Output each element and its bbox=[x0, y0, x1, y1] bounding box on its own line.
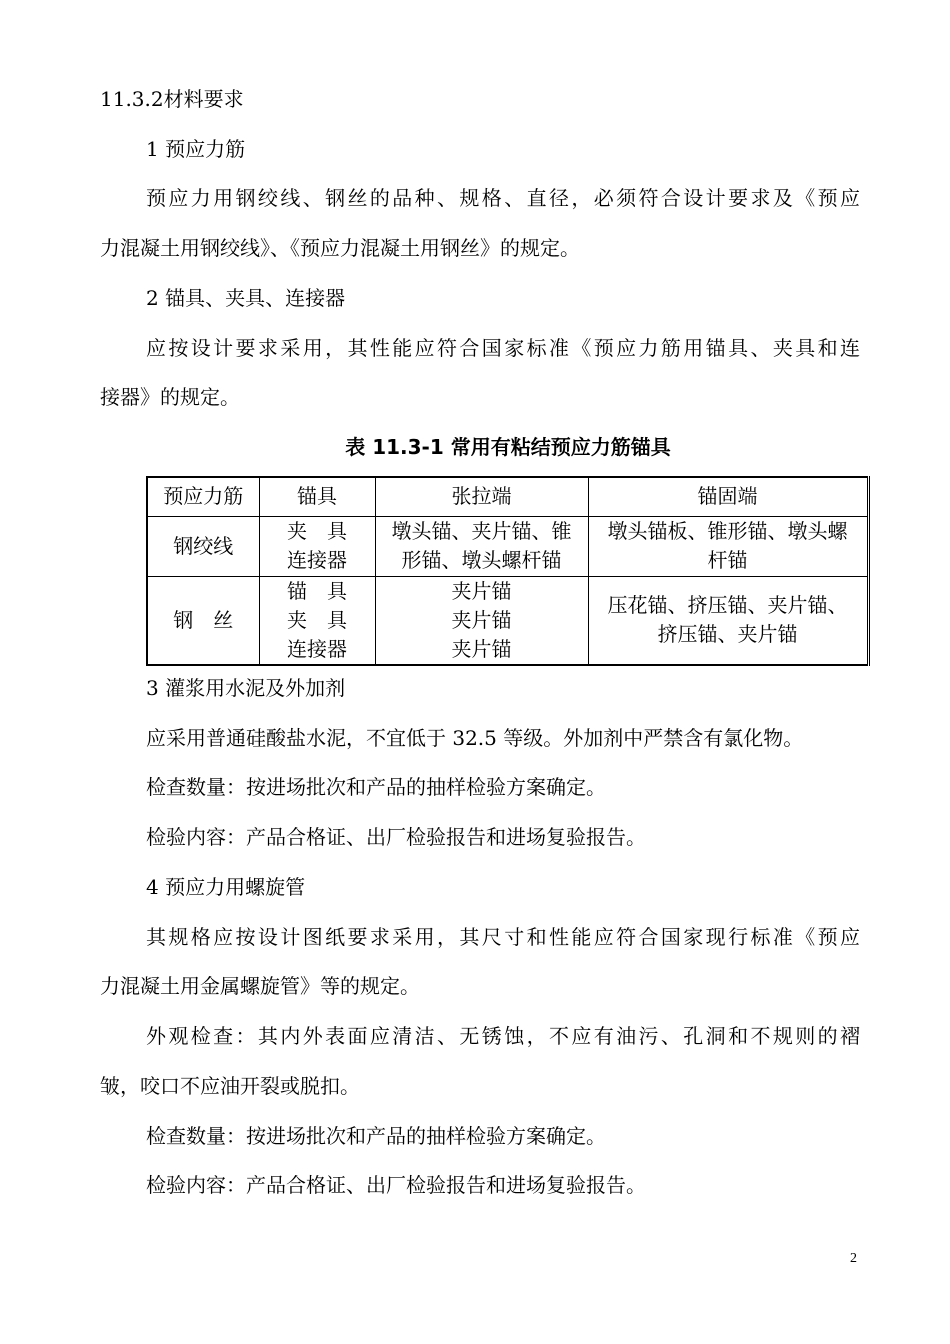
cell-line: 夹 具 bbox=[287, 607, 347, 632]
item1-body-line2: 力混凝土用钢绞线》、《预应力混凝土用钢丝》的规定。 bbox=[100, 236, 580, 260]
item3-check-content: 检验内容：产品合格证、出厂检验报告和进场复验报告。 bbox=[146, 825, 646, 849]
cell-line: 锚 具 bbox=[287, 578, 347, 603]
cell-line: 形锚、墩头螺杆锚 bbox=[401, 548, 562, 572]
cell-anchor bbox=[259, 516, 375, 576]
header-tendon: 预应力筋 bbox=[147, 477, 259, 516]
anchor-table bbox=[146, 476, 870, 666]
cell-line: 夹片锚 bbox=[451, 607, 512, 632]
cell-tension-end bbox=[375, 576, 588, 665]
item4-check-content: 检验内容：产品合格证、出厂检验报告和进场复验报告。 bbox=[146, 1173, 646, 1197]
cell-line: 连接器 bbox=[287, 548, 347, 572]
header-fixed-end: 锚固端 bbox=[588, 477, 868, 516]
cell-line: 压花锚、挤压锚、夹片锚、 bbox=[607, 593, 848, 618]
item2-title: 2 锚具、夹具、连接器 bbox=[146, 286, 346, 310]
item1-title: 1 预应力筋 bbox=[146, 137, 246, 161]
cell-tension-end bbox=[375, 516, 588, 576]
item3-check-quantity: 检查数量：按进场批次和产品的抽样检验方案确定。 bbox=[146, 775, 606, 799]
header-tension-end: 张拉端 bbox=[375, 477, 588, 516]
table-caption: 表 11.3-1 常用有粘结预应力筋锚具 bbox=[345, 435, 671, 459]
cell-line: 杆锚 bbox=[707, 548, 748, 572]
table-header-row bbox=[147, 477, 868, 516]
cell-line: 墩头锚、夹片锚、锥 bbox=[391, 519, 572, 543]
item4-visual-line2: 皱，咬口不应油开裂或脱扣。 bbox=[100, 1074, 360, 1098]
page-number: 2 bbox=[850, 1251, 857, 1266]
item4-title: 4 预应力用螺旋管 bbox=[146, 875, 306, 899]
cell-anchor bbox=[259, 576, 375, 665]
item2-body-line1: 应按设计要求采用，其性能应符合国家标准《预应力筋用锚具、夹具和连 bbox=[146, 336, 860, 360]
cell-line: 夹 具 bbox=[287, 519, 347, 543]
cell-line: 挤压锚、夹片锚 bbox=[657, 622, 798, 647]
table-row bbox=[147, 516, 868, 576]
cell-line: 夹片锚 bbox=[451, 578, 512, 603]
header-anchor: 锚具 bbox=[259, 477, 375, 516]
item3-body: 应采用普通硅酸盐水泥，不宜低于 32.5 等级。外加剂中严禁含有氯化物。 bbox=[146, 726, 804, 750]
item4-body-line2: 力混凝土用金属螺旋管》等的规定。 bbox=[100, 974, 420, 998]
item3-title: 3 灌浆用水泥及外加剂 bbox=[146, 676, 346, 700]
cell-tendon: 钢 丝 bbox=[147, 576, 259, 665]
cell-tendon: 钢绞线 bbox=[147, 516, 259, 576]
item4-visual-line1: 外观检查：其内外表面应清洁、无锈蚀，不应有油污、孔洞和不规则的褶 bbox=[146, 1024, 860, 1048]
item2-body-line2: 接器》的规定。 bbox=[100, 385, 240, 409]
cell-line: 墩头锚板、锥形锚、墩头螺 bbox=[607, 519, 848, 543]
cell-line: 夹片锚 bbox=[451, 636, 512, 661]
item1-body-line1: 预应力用钢绞线、钢丝的品种、规格、直径，必须符合设计要求及《预应 bbox=[146, 186, 860, 210]
cell-fixed-end bbox=[588, 576, 868, 665]
cell-fixed-end bbox=[588, 516, 868, 576]
item4-body-line1: 其规格应按设计图纸要求采用，其尺寸和性能应符合国家现行标准《预应 bbox=[146, 925, 860, 949]
table-row bbox=[147, 576, 868, 665]
cell-line: 连接器 bbox=[287, 636, 347, 661]
section-heading: 11.3.2材料要求 bbox=[100, 87, 244, 111]
item4-check-quantity: 检查数量：按进场批次和产品的抽样检验方案确定。 bbox=[146, 1124, 606, 1148]
